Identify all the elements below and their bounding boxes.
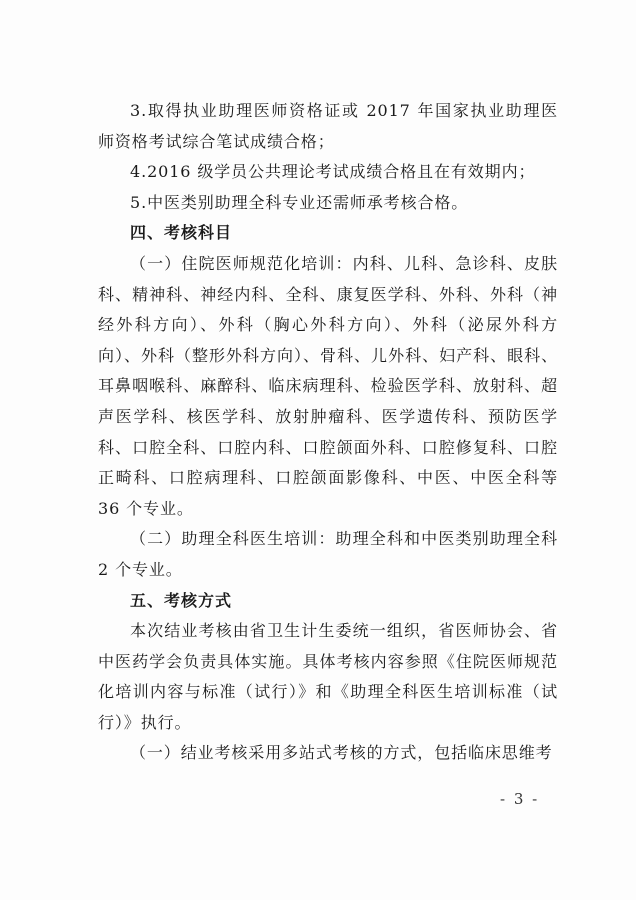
requirement-item-5: 5.中医类别助理全科专业还需师承考核合格。 <box>130 192 469 212</box>
document-body <box>98 96 558 769</box>
resident-training-subjects: （一）住院医师规范化培训：内科、儿科、急诊科、皮肤科、精神科、神经内科、全科、康复医学科、外科、外科（神经外科方向）、外科（胸心外科方向）、外科（泌尿外科方向）、外科（整形外科方向）、骨科、儿外科、妇产科、眼科、耳鼻咽喉科、麻醉科、临床病理科、检验医学科、放射科、超声医学科、核医学科、放射肿瘤科、医学遗传科、预防医学科、口腔全科、口腔内科、口腔颌面外科、口腔修复科、口腔正畸科、口腔病理科、口腔颌面影像科、中医、中医全科等 36 个专业。 <box>98 253 558 518</box>
section-heading-exam-method: 五、考核方式 <box>130 590 233 610</box>
exam-organization-paragraph: 本次结业考核由省卫生计生委统一组织，省医师协会、省中医药学会负责具体实施。具体考核内容参照《住院医师规范化培训内容与标准（试行）》和《助理全科医生培训标准（试行）》执行。 <box>98 621 558 732</box>
assistant-gp-training-subjects: （二）助理全科医生培训：助理全科和中医类别助理全科 2 个专业。 <box>98 529 558 579</box>
section-heading-exam-subjects: 四、考核科目 <box>130 223 233 243</box>
requirement-item-4: 4.2016 级学员公共理论考试成绩合格且在有效期内； <box>130 162 536 182</box>
page-number: - 3 - <box>500 790 540 808</box>
requirement-item-3: 3.取得执业助理医师资格证或 2017 年国家执业助理医师资格考试综合笔试成绩合格； <box>98 101 558 151</box>
multi-station-exam-paragraph: （一）结业考核采用多站式考核的方式，包括临床思维考 <box>130 743 553 763</box>
